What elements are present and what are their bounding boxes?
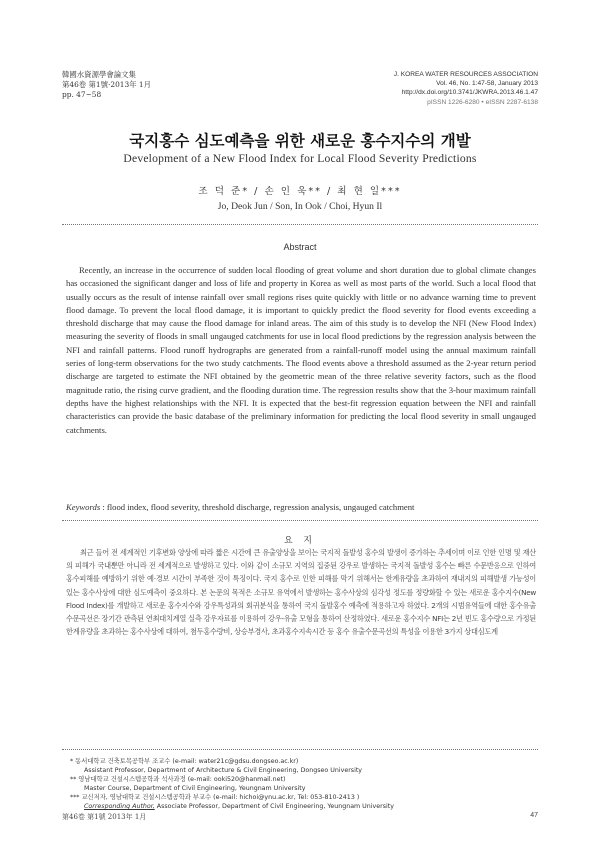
journal-header-left xyxy=(62,70,151,100)
title-korean: 국지홍수 심도예측을 위한 새로운 홍수지수의 개발 xyxy=(129,132,471,150)
footnote-3-en xyxy=(62,802,542,811)
divider xyxy=(62,224,538,225)
abstract-text: Recently, an increase in the occurrence of sudden local flooding of great volume and short duration due to global climate changes has occasioned the significant danger and loss of life and property in Korea as well as most parts of the world. Such a local flood that usually occurs as the result of intense rainfall over small regions rises quite quickly with little or no advance warning time to prevent flood damage. To prevent the local flood damage, it is important to quickly predict the flood severity for flood events exceeding a threshold discharge that may cause the flood damage for inland areas. The aim of this study is to develop the NFI (New Flood Index) measuring the severity of floods in small ungauged catchments for use in local flood predictions by the regression analysis between the NFI and rainfall patterns. Flood runoff hydrographs are generated from a rainfall-runoff model using the annual maximum rainfall series of long-term observations for the two study catchments. The flood events above a threshold assumed as the 2-year return period discharge are targeted to estimate the NFI obtained by the geometric mean of the three relative severity factors, such as the flood magnitude ratio, the rising curve gradient, and the flooding duration time. The regression results show that the 3-hour maximum rainfall depths have the highest relationships with the NFI. It is expected that the best-fit regression equation between the NFI and rainfall characteristics can provide the basic database of the preliminary information for predicting the local flood severity in small ungauged catchments. xyxy=(66,265,536,435)
abstract-heading: Abstract xyxy=(283,242,317,252)
authors-english: Jo, Deok Jun / Son, In Ook / Choi, Hyun Il xyxy=(217,201,383,212)
footer-volume: 第46卷 第1號 2013年 1月 xyxy=(62,813,147,821)
divider xyxy=(62,749,538,750)
yoyak-heading: 요 지 xyxy=(284,535,316,545)
doi-link[interactable]: http://dx.doi.org/10.3741/JKWRA.2013.46.1.47 xyxy=(401,89,538,97)
title-english: Development of a New Flood Index for Local Flood Severity Predictions xyxy=(123,152,477,165)
volume-en: Vol. 46, No. 1:47-58, January 2013 xyxy=(436,80,538,88)
keywords-list: : flood index, flood severity, threshold discharge, regression analysis, ungauged catchment xyxy=(102,502,415,512)
authors-korean: 조 덕 준* / 손 인 욱** / 최 현 일*** xyxy=(198,186,402,197)
footnote-2: ** 영남대학교 건설시스템공학과 석사과정 (e-mail: ooki520@hanmail.net) xyxy=(70,776,286,784)
page-range: pp. 47~58 xyxy=(62,90,102,99)
volume-ko: 第46卷 第1號·2013年 1月 xyxy=(62,80,152,89)
footnote-1-en: Assistant Professor, Department of Architecture & Civil Engineering, Dongseo University xyxy=(84,767,363,775)
corresponding-author-label: Corresponding Author, xyxy=(84,803,155,811)
journal-header-right xyxy=(238,70,538,107)
footnote-3: *** 교신저자, 영남대학교 건설시스템공학과 부교수 (e-mail: hichoi@ynu.ac.kr, Tel: 053-810-2413 ) xyxy=(70,794,360,802)
footnote-1: * 동서대학교 건축토목공학부 조교수 (e-mail: water21c@gdsu.dongseo.ac.kr) xyxy=(70,758,299,765)
author-footnotes xyxy=(62,757,542,812)
page-number: 47 xyxy=(530,812,538,819)
issn: pISSN 1226-6280 • eISSN 2287-6138 xyxy=(427,98,538,106)
footnote-3-en-text: Associate Professor, Department of Civil Engineering, Yeungnam University xyxy=(154,803,394,811)
journal-name-en: J. KOREA WATER RESOURCES ASSOCIATION xyxy=(393,71,538,78)
divider xyxy=(62,520,538,521)
journal-name-ko: 韓國水資源學會論文集 xyxy=(62,70,136,79)
keywords xyxy=(66,502,536,512)
korean-summary-text: 최근 들어 전 세계적인 기후변화 양상에 따라 짧은 시간에 큰 유출양상을 보이는 국지적 돌발성 홍수의 발생이 증가하는 추세이며 이로 인한 인명 및 재산의 피해가 국내뿐만 아니라 전 세계적으로 발생하고 있다. 이와 같이 소규모 지역의 집중된 강우로 발생하는 국지적 돌발성 홍수는 빠른 수문반응으로 인하여 홍수피해를 예방하기 위한 예·경보 시간이 부족한 것이 특징이다. 국지 홍수로 인한 피해를 막기 위해서는 한계유량을 초과하여 재내지의 피해발생 가능성이 있는 홍수사상에 대한 심도예측이 중요하다. 본 논문의 목적은 소규모 유역에서 발생하는 홍수사상의 심각성 정도를 정량화할 수 있는 새로운 홍수지수(New Flood Index)를 개발하고 새로운 홍수지수와 강우특성과의 회귀분석을 통하여 국지 돌발홍수 예측에 적용하고자 하였다. 2개의 시범유역들에 대한 홍수유출수문곡선은 장기간 관측된 연최대치계열 실측 강우자료를 이용하여 강우-유출 모형을 통하여 산정하였다. 새로운 홍수지수 NFI는 2년 빈도 홍수량으로 가정된 한계유량을 초과하는 홍수사상에 대하여, 첨두홍수량비, 상승부경사, 초과홍수지속시간 등 홍수 유출수문곡선의 특성을 이용한 3가지 상대심도계 xyxy=(66,548,536,637)
footnote-2-en: Master Course, Department of Civil Engineering, Yeungnam University xyxy=(84,785,306,793)
keywords-label: Keywords xyxy=(66,502,101,512)
